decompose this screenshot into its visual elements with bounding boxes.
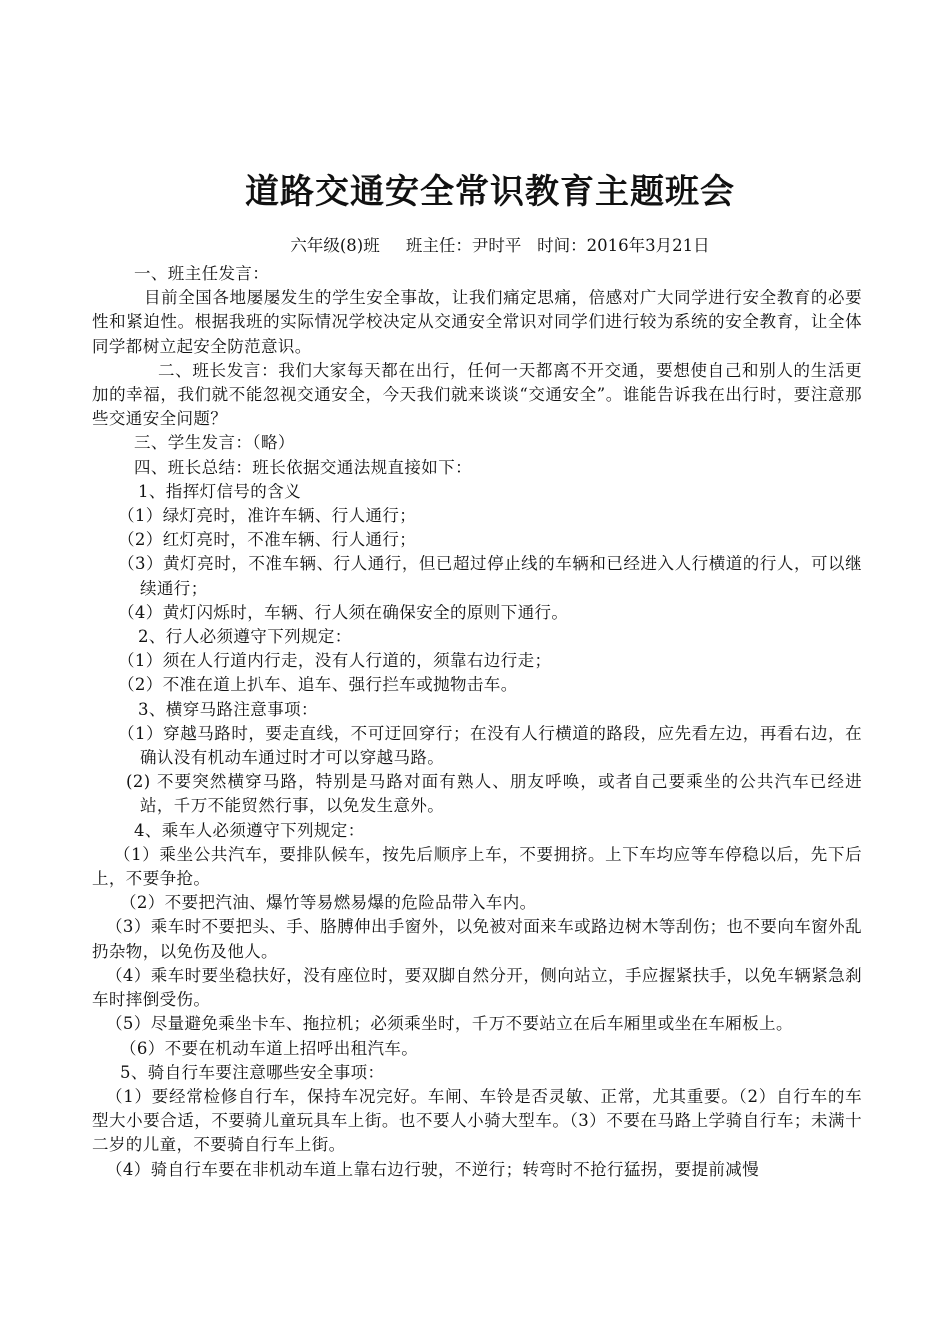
list-item: （1）要经常检修自行车，保持车况完好。车闸、车铃是否灵敏、正常，尤其重要。（2）自行车的车型大小要合适，不要骑儿童玩具车上街。也不要人小骑大型车。（3）不要在马路上学骑自行车；未满十二岁的儿童，不要骑自行车上街。 <box>92 1086 862 1155</box>
list-item: （1）绿灯亮时，准许车辆、行人通行； <box>118 506 417 526</box>
list-item: (2) 不要突然横穿马路，特别是马路对面有熟人、朋友呼唤，或者自己要乘坐的公共汽车已经进站，千万不能贸然行事，以免发生意外。 <box>126 772 862 816</box>
list-item: （3）黄灯亮时，不准车辆、行人通行，但已超过停止线的车辆和已经进入人行横道的行人，可以继续通行； <box>118 554 862 598</box>
list-item: （1）乘坐公共汽车，要排队候车，按先后顺序上车，不要拥挤。上下车均应等车停稳以后，先下后上，不要争抢。 <box>92 844 862 889</box>
list-item: （5）尽量避免乘坐卡车、拖拉机；必须乘坐时，千万不要站立在后车厢里或坐在车厢板上。 <box>106 1014 793 1034</box>
list-item: （1）穿越马路时，要走直线，不可迂回穿行；在没有人行横道的路段，应先看左边，再看右边，在确认没有机动车通过时才可以穿越马路。 <box>118 723 862 768</box>
list-item: （2）不要把汽油、爆竹等易燃易爆的危险品带入车内。 <box>120 893 537 913</box>
document-title: 道路交通安全常识教育主题班会 <box>245 172 735 212</box>
document-body <box>92 262 862 1182</box>
section-heading-summary: 四、班长总结：班长依据交通法规直接如下： <box>134 457 472 477</box>
section-heading-teacher: 一、班主任发言： <box>134 264 270 283</box>
list-item: （3）乘车时不要把头、手、胳膊伸出手窗外，以免被对面来车或路边树木等刮伤；也不要向车窗外乱扔杂物，以免伤及他人。 <box>92 917 862 961</box>
list-item: （4）骑自行车要在非机动车道上靠右边行驶，不逆行；转弯时不抢行猛拐，要提前减慢 <box>106 1159 760 1179</box>
list-item: （4）黄灯闪烁时，车辆、行人须在确保安全的原则下通行。 <box>118 602 569 622</box>
list-item: （4）乘车时要坐稳扶好，没有座位时，要双脚自然分开，侧向站立，手应握紧扶手，以免车辆紧急刹车时摔倒受伤。 <box>92 965 862 1010</box>
paragraph-monitor-speech: 二、班长发言：我们大家每天都在出行，任何一天都离不开交通，要想使自己和别人的生活更加的幸福，我们就不能忽视交通安全，今天我们就来谈谈“交通安全”。谁能告诉我在出行时，要注意那些交通安全问题？ <box>92 360 862 429</box>
section-heading-students: 三、学生发言：（略） <box>134 433 295 453</box>
list-item: （1）须在人行道内行走，没有人行道的，须靠右边行走； <box>118 651 552 671</box>
subheading-crossing-road: 3、横穿马路注意事项： <box>138 699 318 719</box>
subheading-signal-lights: 1、指挥灯信号的含义 <box>138 481 301 501</box>
list-item: （2）红灯亮时，不准车辆、行人通行； <box>118 530 417 550</box>
subheading-pedestrian-rules: 2、行人必须遵守下列规定： <box>138 627 352 647</box>
subheading-passenger-rules: 4、乘车人必须遵守下列规定： <box>134 820 365 840</box>
list-item: （6）不要在机动车道上招呼出租汽车。 <box>120 1038 419 1058</box>
document-subtitle: 六年级(8)班 班主任：尹时平 时间：2016年3月21日 <box>290 236 710 255</box>
paragraph-teacher-speech: 目前全国各地屡屡发生的学生安全事故，让我们痛定思痛，倍感对广大同学进行安全教育的必要性和紧迫性。根据我班的实际情况学校决定从交通安全常识对同学们进行较为系统的安全教育，让全体同学都树立起安全防范意识。 <box>92 288 862 356</box>
subheading-cycling-safety: 5、骑自行车要注意哪些安全事项： <box>120 1062 385 1082</box>
list-item: （2）不准在道上扒车、追车、强行拦车或抛物击车。 <box>118 675 518 695</box>
